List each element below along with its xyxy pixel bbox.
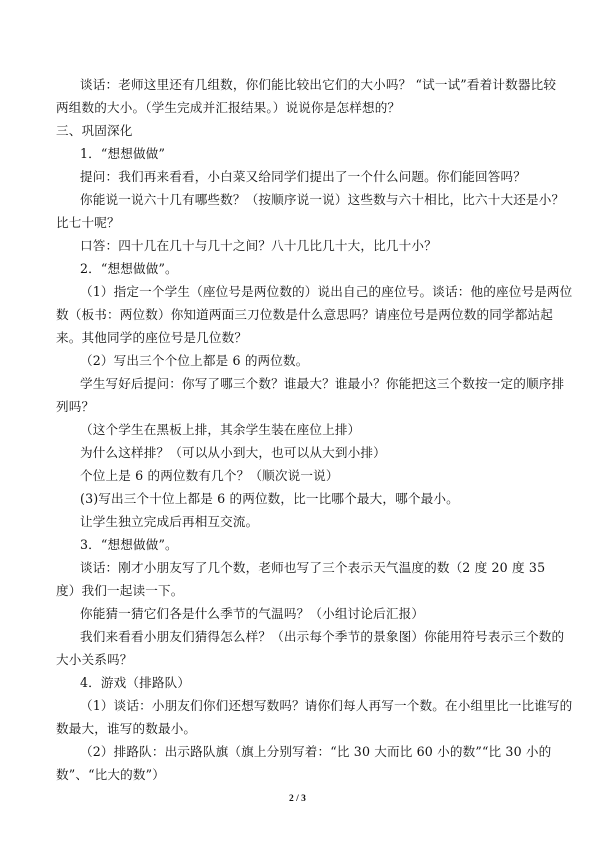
text-line: 数最大，谁写的数最小。	[56, 721, 197, 736]
text-line: 谈话：老师这里还有几组数，你们能比较出它们的大小吗？ “试一试”看着计数器比较	[80, 77, 557, 92]
text-line: 比七十呢？	[56, 215, 120, 230]
text-line: 数（板书：两位数）你知道两面三刀位数是什么意思吗？请座位号是两位数的同学都站起	[56, 307, 554, 322]
subsection-heading: 1．“想想做做”	[80, 146, 166, 161]
text-line: 我们来看看小朋友们猜得怎么样？（出示每个季节的景象图）你能用符号表示三个数的	[80, 629, 565, 644]
subsection-heading: 2．“想想做做”。	[80, 261, 178, 276]
text-line: 让学生独立完成后再相互交流。	[80, 514, 259, 529]
text-line: 两组数的大小。（学生完成并汇报结果。）说说你是怎样想的？	[56, 100, 401, 115]
text-line: （这个学生在黑板上排，其余学生装在座位上排）	[80, 422, 361, 437]
text-line: 度）我们一起读一下。	[56, 583, 184, 598]
section-heading: 三、巩固深化	[56, 123, 133, 138]
text-line: 个位上是 6 的两位数有几个？（顺次说一说）	[80, 468, 339, 483]
text-line: （2）排路队：出示路队旗（旗上分别写着：“比 30 大而比 60 小的数”“比 30 小的	[80, 744, 552, 759]
text-line: 大小关系吗？	[56, 652, 133, 667]
text-line: （2）写出三个个位上都是 6 的两位数。	[80, 353, 309, 368]
text-line: 口答：四十几在几十与几十之间？八十几比几十大，比几十小？	[80, 238, 437, 253]
text-line: （1）指定一个学生（座位号是两位数的）说出自己的座位号。谈话：他的座位号是两位	[80, 284, 573, 299]
text-line: (3)写出三个十位上都是 6 的两位数，比一比哪个最大，哪个最小。	[80, 491, 459, 506]
text-line: 列吗？	[56, 399, 95, 414]
text-line: 你能说一说六十几有哪些数？（按顺序说一说）这些数与六十相比，比六十大还是小？	[80, 192, 565, 207]
subsection-heading: 4．游戏（排路队）	[80, 675, 191, 690]
page-number: 2 / 3	[289, 794, 306, 804]
text-line: （1）谈话：小朋友们你们还想写数吗？请你们每人再写一个数。在小组里比一比谁写的	[80, 698, 573, 713]
subsection-heading: 3．“想想做做”。	[80, 537, 178, 552]
text-line: 数”、“比大的数”）	[56, 767, 165, 782]
text-line: 谈话：刚才小朋友写了几个数，老师也写了三个表示天气温度的数（2 度 20 度 35	[80, 560, 546, 575]
text-line: 你能猜一猜它们各是什么季节的气温吗？（小组讨论后汇报）	[80, 606, 425, 621]
text-line: 提问：我们再来看看，小白菜又给同学们提出了一个什么问题。你们能回答吗？	[80, 169, 527, 184]
text-line: 学生写好后提问：你写了哪三个数？谁最大？谁最小？你能把这三个数按一定的顺序排	[80, 376, 565, 391]
text-line: 为什么这样排？（可以从小到大，也可以从大到小排）	[80, 445, 386, 460]
text-line: 来。其他同学的座位号是几位数？	[56, 330, 248, 345]
